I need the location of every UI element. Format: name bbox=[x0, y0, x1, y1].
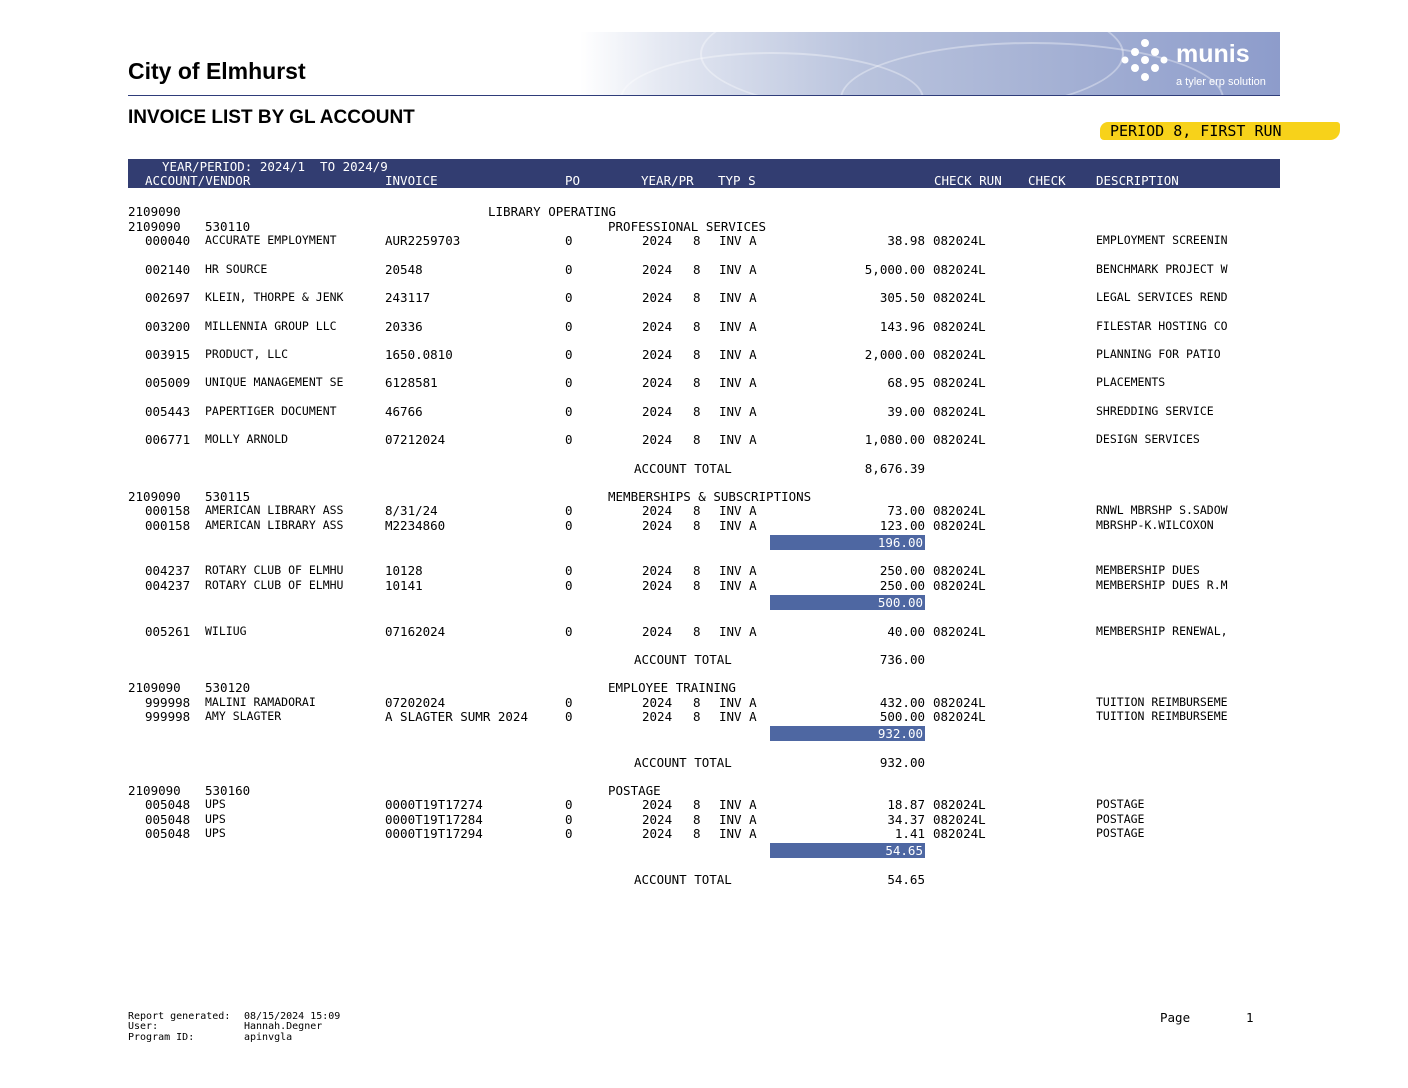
invoice-description: MEMBERSHIP DUES bbox=[1096, 563, 1200, 577]
invoice-year: 2024 bbox=[642, 578, 673, 593]
invoice-description: PLANNING FOR PATIO bbox=[1096, 347, 1221, 361]
check-run: 082024L bbox=[933, 709, 986, 724]
subtotal-box: 54.65 bbox=[770, 843, 925, 858]
vendor-name: MOLLY ARNOLD bbox=[205, 432, 289, 446]
period-badge: PERIOD 8, FIRST RUN bbox=[1100, 122, 1340, 140]
invoice-number: AUR2259703 bbox=[385, 233, 461, 248]
fund-name: LIBRARY OPERATING bbox=[488, 204, 616, 219]
col-invoice: INVOICE bbox=[385, 173, 438, 188]
section-name: POSTAGE bbox=[608, 783, 661, 798]
vendor-name: ROTARY CLUB OF ELMHU bbox=[205, 563, 344, 577]
invoice-amount: 250.00 bbox=[879, 578, 925, 593]
munis-logo-text: munis bbox=[1176, 40, 1250, 68]
po-number: 0 bbox=[565, 404, 573, 419]
invoice-description: TUITION REIMBURSEME bbox=[1096, 695, 1228, 709]
invoice-year: 2024 bbox=[642, 290, 673, 305]
vendor-name: UNIQUE MANAGEMENT SE bbox=[205, 375, 344, 389]
check-run: 082024L bbox=[933, 375, 986, 390]
invoice-amount: 432.00 bbox=[879, 695, 925, 710]
footer-program: apinvgla bbox=[244, 1032, 293, 1043]
section-account: 2109090 bbox=[128, 680, 181, 695]
invoice-amount: 68.95 bbox=[887, 375, 925, 390]
vendor-name: KLEIN, THORPE & JENK bbox=[205, 290, 344, 304]
page-number: 1 bbox=[1246, 1010, 1254, 1025]
account-total-label: ACCOUNT TOTAL bbox=[634, 461, 732, 476]
vendor-name: WILIUG bbox=[205, 624, 247, 638]
po-number: 0 bbox=[565, 319, 573, 334]
invoice-type: INV A bbox=[719, 404, 757, 419]
col-typ-s: TYP S bbox=[718, 173, 756, 188]
invoice-year: 2024 bbox=[642, 826, 673, 841]
year-period-label: YEAR/PERIOD: 2024/1 TO 2024/9 bbox=[162, 159, 388, 174]
po-number: 0 bbox=[565, 262, 573, 277]
vendor-id: 000158 bbox=[145, 518, 191, 533]
vendor-id: 005443 bbox=[145, 404, 191, 419]
invoice-period: 8 bbox=[693, 797, 701, 812]
invoice-amount: 38.98 bbox=[887, 233, 925, 248]
invoice-period: 8 bbox=[693, 319, 701, 334]
vendor-name: PAPERTIGER DOCUMENT bbox=[205, 404, 337, 418]
check-run: 082024L bbox=[933, 503, 986, 518]
invoice-description: MEMBERSHIP RENEWAL, bbox=[1096, 624, 1228, 638]
invoice-amount: 73.00 bbox=[887, 503, 925, 518]
check-run: 082024L bbox=[933, 290, 986, 305]
invoice-year: 2024 bbox=[642, 233, 673, 248]
vendor-name: UPS bbox=[205, 797, 226, 811]
check-run: 082024L bbox=[933, 695, 986, 710]
invoice-year: 2024 bbox=[642, 319, 673, 334]
invoice-year: 2024 bbox=[642, 518, 673, 533]
invoice-amount: 250.00 bbox=[879, 563, 925, 578]
col-po: PO bbox=[565, 173, 581, 188]
po-number: 0 bbox=[565, 812, 573, 827]
invoice-type: INV A bbox=[719, 319, 757, 334]
invoice-type: INV A bbox=[719, 812, 757, 827]
invoice-number: 0000T19T17284 bbox=[385, 812, 483, 827]
invoice-year: 2024 bbox=[642, 262, 673, 277]
account-total-label: ACCOUNT TOTAL bbox=[634, 652, 732, 667]
invoice-amount: 40.00 bbox=[887, 624, 925, 639]
vendor-name: HR SOURCE bbox=[205, 262, 268, 276]
invoice-year: 2024 bbox=[642, 709, 673, 724]
page-label: Page bbox=[1160, 1010, 1191, 1025]
vendor-name: AMERICAN LIBRARY ASS bbox=[205, 503, 344, 517]
check-run: 082024L bbox=[933, 347, 986, 362]
section-name: PROFESSIONAL SERVICES bbox=[608, 219, 767, 234]
subtotal-box: 500.00 bbox=[770, 595, 925, 610]
section-object: 530160 bbox=[205, 783, 251, 798]
vendor-name: AMERICAN LIBRARY ASS bbox=[205, 518, 344, 532]
invoice-description: EMPLOYMENT SCREENIN bbox=[1096, 233, 1228, 247]
invoice-type: INV A bbox=[719, 290, 757, 305]
footer-user-label: User: bbox=[128, 1021, 159, 1032]
invoice-description: DESIGN SERVICES bbox=[1096, 432, 1200, 446]
invoice-number: 6128581 bbox=[385, 375, 438, 390]
footer-user: Hannah.Degner bbox=[244, 1021, 323, 1032]
invoice-number: 10128 bbox=[385, 563, 423, 578]
account-total: 54.65 bbox=[887, 872, 925, 887]
invoice-type: INV A bbox=[719, 233, 757, 248]
vendor-id: 005048 bbox=[145, 812, 191, 827]
invoice-description: MEMBERSHIP DUES R.M bbox=[1096, 578, 1228, 592]
invoice-period: 8 bbox=[693, 503, 701, 518]
invoice-period: 8 bbox=[693, 826, 701, 841]
invoice-year: 2024 bbox=[642, 375, 673, 390]
vendor-name: UPS bbox=[205, 812, 226, 826]
invoice-amount: 2,000.00 bbox=[864, 347, 925, 362]
invoice-year: 2024 bbox=[642, 695, 673, 710]
account-total-label: ACCOUNT TOTAL bbox=[634, 872, 732, 887]
invoice-number: 20548 bbox=[385, 262, 423, 277]
city-name: City of Elmhurst bbox=[128, 58, 306, 84]
invoice-amount: 1,080.00 bbox=[864, 432, 925, 447]
invoice-amount: 1.41 bbox=[894, 826, 925, 841]
invoice-year: 2024 bbox=[642, 404, 673, 419]
footer-generated-label: Report generated: bbox=[128, 1011, 231, 1022]
invoice-period: 8 bbox=[693, 624, 701, 639]
invoice-period: 8 bbox=[693, 404, 701, 419]
invoice-period: 8 bbox=[693, 347, 701, 362]
check-run: 082024L bbox=[933, 404, 986, 419]
invoice-number: 8/31/24 bbox=[385, 503, 438, 518]
check-run: 082024L bbox=[933, 624, 986, 639]
po-number: 0 bbox=[565, 797, 573, 812]
invoice-year: 2024 bbox=[642, 503, 673, 518]
invoice-amount: 143.96 bbox=[879, 319, 925, 334]
invoice-type: INV A bbox=[719, 563, 757, 578]
section-account: 2109090 bbox=[128, 219, 181, 234]
invoice-type: INV A bbox=[719, 695, 757, 710]
invoice-type: INV A bbox=[719, 826, 757, 841]
vendor-id: 002697 bbox=[145, 290, 191, 305]
po-number: 0 bbox=[565, 432, 573, 447]
vendor-id: 002140 bbox=[145, 262, 191, 277]
account-total: 736.00 bbox=[879, 652, 925, 667]
invoice-description: PLACEMENTS bbox=[1096, 375, 1166, 389]
munis-logo-icon bbox=[1120, 38, 1170, 86]
invoice-description: POSTAGE bbox=[1096, 797, 1145, 811]
section-account: 2109090 bbox=[128, 489, 181, 504]
invoice-period: 8 bbox=[693, 563, 701, 578]
invoice-period: 8 bbox=[693, 262, 701, 277]
invoice-number: 07202024 bbox=[385, 695, 446, 710]
vendor-id: 005261 bbox=[145, 624, 191, 639]
po-number: 0 bbox=[565, 290, 573, 305]
vendor-name: PRODUCT, LLC bbox=[205, 347, 289, 361]
vendor-name: UPS bbox=[205, 826, 226, 840]
invoice-amount: 500.00 bbox=[879, 709, 925, 724]
invoice-year: 2024 bbox=[642, 812, 673, 827]
section-name: MEMBERSHIPS & SUBSCRIPTIONS bbox=[608, 489, 812, 504]
invoice-description: TUITION REIMBURSEME bbox=[1096, 709, 1228, 723]
invoice-period: 8 bbox=[693, 709, 701, 724]
account-total: 932.00 bbox=[879, 755, 925, 770]
invoice-period: 8 bbox=[693, 375, 701, 390]
invoice-period: 8 bbox=[693, 578, 701, 593]
invoice-number: 07212024 bbox=[385, 432, 446, 447]
col-check: CHECK bbox=[1028, 173, 1066, 188]
invoice-type: INV A bbox=[719, 503, 757, 518]
header-rule bbox=[128, 95, 1280, 96]
section-object: 530120 bbox=[205, 680, 251, 695]
invoice-amount: 5,000.00 bbox=[864, 262, 925, 277]
section-account: 2109090 bbox=[128, 783, 181, 798]
invoice-description: POSTAGE bbox=[1096, 826, 1145, 840]
invoice-year: 2024 bbox=[642, 624, 673, 639]
check-run: 082024L bbox=[933, 518, 986, 533]
po-number: 0 bbox=[565, 826, 573, 841]
invoice-period: 8 bbox=[693, 290, 701, 305]
vendor-id: 005048 bbox=[145, 826, 191, 841]
invoice-number: 0000T19T17294 bbox=[385, 826, 483, 841]
col-account-vendor: ACCOUNT/VENDOR bbox=[145, 173, 251, 188]
check-run: 082024L bbox=[933, 797, 986, 812]
vendor-name: MILLENNIA GROUP LLC bbox=[205, 319, 337, 333]
invoice-amount: 39.00 bbox=[887, 404, 925, 419]
account-total: 8,676.39 bbox=[864, 461, 925, 476]
invoice-number: 46766 bbox=[385, 404, 423, 419]
invoice-period: 8 bbox=[693, 812, 701, 827]
po-number: 0 bbox=[565, 709, 573, 724]
col-year-pr: YEAR/PR bbox=[641, 173, 694, 188]
invoice-type: INV A bbox=[719, 578, 757, 593]
invoice-period: 8 bbox=[693, 233, 701, 248]
invoice-number: 07162024 bbox=[385, 624, 446, 639]
vendor-id: 005009 bbox=[145, 375, 191, 390]
vendor-id: 999998 bbox=[145, 709, 191, 724]
munis-logo-subtitle: a tyler erp solution bbox=[1176, 76, 1266, 88]
vendor-id: 999998 bbox=[145, 695, 191, 710]
invoice-description: SHREDDING SERVICE bbox=[1096, 404, 1214, 418]
invoice-type: INV A bbox=[719, 797, 757, 812]
invoice-period: 8 bbox=[693, 518, 701, 533]
vendor-id: 005048 bbox=[145, 797, 191, 812]
po-number: 0 bbox=[565, 624, 573, 639]
po-number: 0 bbox=[565, 563, 573, 578]
check-run: 082024L bbox=[933, 578, 986, 593]
check-run: 082024L bbox=[933, 563, 986, 578]
po-number: 0 bbox=[565, 695, 573, 710]
invoice-type: INV A bbox=[719, 262, 757, 277]
invoice-description: BENCHMARK PROJECT W bbox=[1096, 262, 1228, 276]
po-number: 0 bbox=[565, 347, 573, 362]
invoice-year: 2024 bbox=[642, 347, 673, 362]
check-run: 082024L bbox=[933, 233, 986, 248]
footer-generated: 08/15/2024 15:09 bbox=[244, 1011, 341, 1022]
po-number: 0 bbox=[565, 233, 573, 248]
invoice-number: 1650.0810 bbox=[385, 347, 453, 362]
header-banner bbox=[580, 32, 1280, 95]
invoice-number: 10141 bbox=[385, 578, 423, 593]
invoice-number: 0000T19T17274 bbox=[385, 797, 483, 812]
invoice-type: INV A bbox=[719, 347, 757, 362]
footer-program-label: Program ID: bbox=[128, 1032, 195, 1043]
invoice-amount: 123.00 bbox=[879, 518, 925, 533]
col-description: DESCRIPTION bbox=[1096, 173, 1179, 188]
subtotal-box: 196.00 bbox=[770, 535, 925, 550]
invoice-amount: 305.50 bbox=[879, 290, 925, 305]
vendor-name: AMY SLAGTER bbox=[205, 709, 282, 723]
vendor-id: 004237 bbox=[145, 563, 191, 578]
invoice-description: LEGAL SERVICES REND bbox=[1096, 290, 1228, 304]
vendor-id: 000040 bbox=[145, 233, 191, 248]
check-run: 082024L bbox=[933, 826, 986, 841]
vendor-id: 004237 bbox=[145, 578, 191, 593]
vendor-name: ROTARY CLUB OF ELMHU bbox=[205, 578, 344, 592]
vendor-id: 003915 bbox=[145, 347, 191, 362]
invoice-amount: 34.37 bbox=[887, 812, 925, 827]
check-run: 082024L bbox=[933, 262, 986, 277]
account-total-label: ACCOUNT TOTAL bbox=[634, 755, 732, 770]
invoice-year: 2024 bbox=[642, 563, 673, 578]
invoice-number: M2234860 bbox=[385, 518, 446, 533]
check-run: 082024L bbox=[933, 812, 986, 827]
invoice-amount: 18.87 bbox=[887, 797, 925, 812]
invoice-year: 2024 bbox=[642, 432, 673, 447]
invoice-description: MBRSHP-K.WILCOXON bbox=[1096, 518, 1214, 532]
invoice-period: 8 bbox=[693, 695, 701, 710]
invoice-number: 20336 bbox=[385, 319, 423, 334]
po-number: 0 bbox=[565, 578, 573, 593]
vendor-id: 000158 bbox=[145, 503, 191, 518]
po-number: 0 bbox=[565, 375, 573, 390]
col-check-run: CHECK RUN bbox=[934, 173, 1002, 188]
vendor-name: ACCURATE EMPLOYMENT bbox=[205, 233, 337, 247]
invoice-type: INV A bbox=[719, 432, 757, 447]
report-title: INVOICE LIST BY GL ACCOUNT bbox=[128, 107, 415, 128]
invoice-type: INV A bbox=[719, 375, 757, 390]
vendor-id: 006771 bbox=[145, 432, 191, 447]
invoice-type: INV A bbox=[719, 624, 757, 639]
check-run: 082024L bbox=[933, 319, 986, 334]
section-object: 530115 bbox=[205, 489, 251, 504]
subtotal-box: 932.00 bbox=[770, 726, 925, 741]
invoice-period: 8 bbox=[693, 432, 701, 447]
po-number: 0 bbox=[565, 518, 573, 533]
fund-account: 2109090 bbox=[128, 204, 181, 219]
po-number: 0 bbox=[565, 503, 573, 518]
check-run: 082024L bbox=[933, 432, 986, 447]
section-object: 530110 bbox=[205, 219, 251, 234]
invoice-year: 2024 bbox=[642, 797, 673, 812]
invoice-number: 243117 bbox=[385, 290, 431, 305]
vendor-name: MALINI RAMADORAI bbox=[205, 695, 316, 709]
invoice-type: INV A bbox=[719, 518, 757, 533]
section-name: EMPLOYEE TRAINING bbox=[608, 680, 736, 695]
invoice-type: INV A bbox=[719, 709, 757, 724]
column-header-bar bbox=[128, 159, 1280, 188]
invoice-description: FILESTAR HOSTING CO bbox=[1096, 319, 1228, 333]
invoice-description: POSTAGE bbox=[1096, 812, 1145, 826]
vendor-id: 003200 bbox=[145, 319, 191, 334]
invoice-description: RNWL MBRSHP S.SADOW bbox=[1096, 503, 1228, 517]
invoice-number: A SLAGTER SUMR 2024 bbox=[385, 709, 528, 724]
